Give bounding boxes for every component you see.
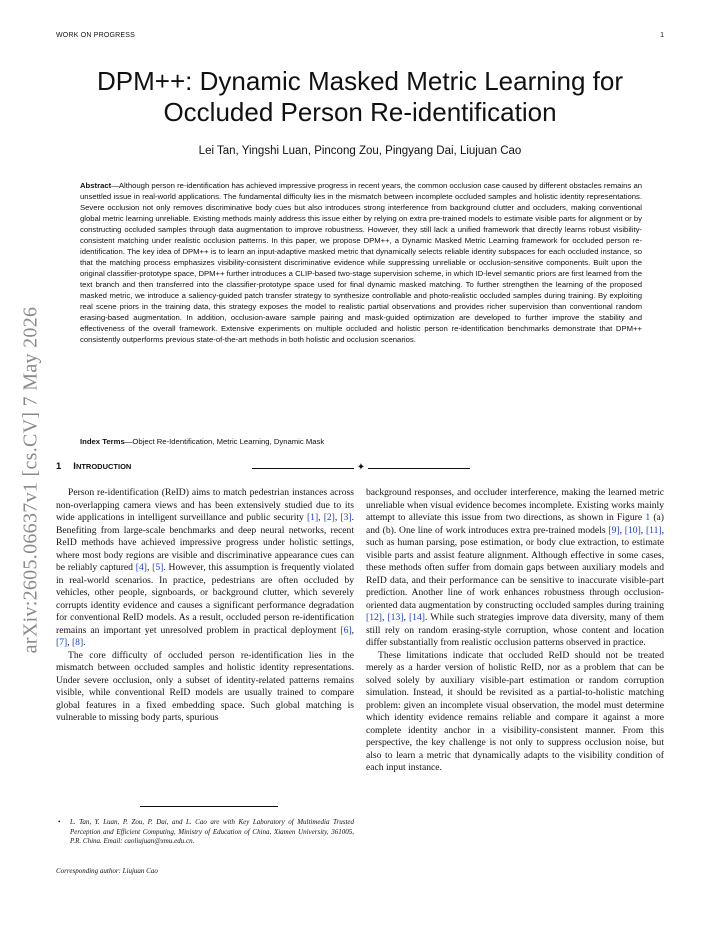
citation-link[interactable]: [14] <box>408 612 425 623</box>
text-run: . While such strategies improve data diversity, many of them still rely on random erasing-style corruption, whose content and location differ substantially from realistic occlusion patterns observed in practice. <box>366 612 665 648</box>
arxiv-stamp-text: arXiv:2605.06637v1 [cs.CV] 7 May 2026 <box>19 306 42 654</box>
citation-link[interactable]: [13] <box>387 612 404 623</box>
section-title-rest: NTRODUCTION <box>75 462 132 471</box>
title-line-1: DPM++: Dynamic Masked Metric Learning for <box>97 66 623 96</box>
abstract-label: Abstract <box>80 181 112 190</box>
author-list: Lei Tan, Yingshi Luan, Pincong Zou, Pingyang Dai, Liujuan Cao <box>198 145 522 157</box>
citation-link[interactable]: [2] <box>323 512 335 523</box>
page-number: 1 <box>660 32 664 39</box>
footnote-text: L. Tan, Y. Luan, P. Zou, P. Dai, and L. Cao are with Key Laboratory of Multimedia Trusted Perception and Efficient Computing, Ministry of Education of China, Xiamen University, 361005, P.R. China. Email: caoliujuan@xmu.edu.cn. <box>70 818 354 845</box>
figure-link[interactable]: 1 <box>645 512 651 523</box>
running-head: WORK ON PROGRESS <box>56 32 136 39</box>
text-run: , such as human parsing, pose estimation, or body clue extraction, to estimate visible parts and assist feature alignment. Although effective in some cases, these methods often suffer from domain gaps between auxiliary models and ReID data, and their performance can be sensitive to inaccurate visible-part prediction. Another line of work enhances robustness through occlusion-oriented data augmentation by constructing occluded samples during training <box>366 524 665 611</box>
text-run: background responses, and occluder interference, making the learned metric unreliable when visual evidence becomes incomplete. Existing works mainly attempt to alleviate this issue from two directions, as shown in Figure <box>366 487 664 523</box>
index-terms-label: Index Terms <box>80 437 125 446</box>
text-run: . However, this assumption is frequently violated in real-world scenarios. In practice, pedestrians are often occluded by vehicles, other people, signboards, or background clutter, which severely corrupts identity evidence and causes a significant performance degradation for conventional ReID models. As a result, occluded person re-identification remains an important yet unresolved problem in practical deployment <box>56 562 355 636</box>
index-terms-text: —Object Re-Identification, Metric Learning, Dynamic Mask <box>124 437 325 446</box>
citation-link[interactable]: [7] <box>56 637 68 648</box>
abstract <box>80 180 642 345</box>
citation-link[interactable]: [5] <box>152 562 164 573</box>
citation-link[interactable]: [12] <box>366 612 382 623</box>
paper-title <box>56 66 664 128</box>
title-line-2: Occluded Person Re-identification <box>163 97 557 127</box>
citation-link[interactable]: [8] <box>71 637 84 648</box>
left-paragraph-1: Person re-identification (ReID) aims to match pedestrian instances across non-overlapping camera views and has been extensively studied due to its wide applications in intelligent surveillance and public security [1], [2], [3]. Benefiting from large-scale benchmarks and deep neural networks, recent ReID methods have achieved impressive progress under holistic settings, where most body regions are visible and discriminative appearance cues can be reliably captured [4], [5]. However, this assumption is frequently violated in real-world scenarios. In practice, pedestrians are often occluded by vehicles, other people, signboards, or background clutter, which severely corrupts identity evidence and causes a significant performance degradation for conventional ReID models. As a result, occluded person re-identification remains an important yet unresolved problem in practical deployment [6], [7], [8]. <box>56 487 355 648</box>
citation-link[interactable]: [1] <box>306 512 319 523</box>
affiliation-footnote <box>56 818 354 847</box>
citation-link[interactable]: [3] <box>340 512 352 523</box>
bullet-icon: • <box>58 818 61 826</box>
citation-link[interactable]: [9] <box>608 524 620 536</box>
right-paragraph-1: background responses, and occluder interference, making the learned metric unreliable when visual evidence becomes incomplete. Existing works mainly attempt to alleviate this issue from two directions, as shown in Figure 1 (a) and (b). One line of work introduces extra pre-trained models [9], [10], [11], such as human parsing, pose estimation, or body clue extraction, to estimate visible parts and assist feature alignment. Although effective in some cases, these methods often suffer from domain gaps between auxiliary models and ReID data, and their performance can be sensitive to inaccurate visible-part prediction. Another line of work enhances robustness through occlusion-oriented data augmentation by constructing occluded samples during training [12], [13], [14]. While such strategies improve data diversity, many of them still rely on random erasing-style corruption, whose content and location differ substantially from realistic occlusion patterns observed in practice. <box>366 487 665 648</box>
footnote-rule <box>140 806 278 807</box>
index-terms <box>80 436 642 447</box>
citation-link[interactable]: [10] <box>624 524 641 536</box>
right-paragraph-2: These limitations indicate that occluded ReID should not be treated merely as a harder version of holistic ReID, nor as a problem that can be solved solely by auxiliary visible-part estimation or random corruption simulation. Instead, it should be revisited as a partial-to-holistic matching problem: given an incomplete visual observation, the model must determine which identity evidence remains reliable and compare it against a more complete identity anchor in a visibility-consistent manner. From this perspective, the key challenge is not only to suppress occlusion noise, but also to learn a metric that dynamically adapts to the visibility condition of each input instance. <box>366 649 664 773</box>
divider-line-right <box>368 468 470 469</box>
divider-star-icon: ✦ <box>356 462 366 473</box>
section-number: 1 <box>56 461 62 472</box>
citation-link[interactable]: [6] <box>340 624 352 636</box>
right-column <box>366 487 664 775</box>
left-column <box>56 487 354 725</box>
divider-line-left <box>252 468 354 469</box>
section-divider <box>252 463 470 473</box>
abstract-text: —Although person re-identification has achieved impressive progress in recent years, the common occlusion case caused by different obstacles remains an unsettled issue in real-world applications. The fundamental difficulty lies in the mismatch between incomplete occluded samples and holistic identity representations. Severe occlusion not only removes discriminative body cues but also introduces strong interference from background clutter and occluders, making conventional global metric learning unreliable. Existing methods mainly address this issue either by relying on extra pre-trained models to estimate visible parts for alignment or by constructing occluded samples through data augmentation to improve robustness. However, they still lack a unified framework that directly learns robust visibility-consistent matching under realistic occlusion patterns. In this paper, we propose DPM++, a Dynamic Masked Metric Learning framework for occluded person re-identification. The key idea of DPM++ is to learn an input-adaptive masked metric that dynamically selects reliable identity subspaces for each occluded instance, so that the matching process emphasizes visibility-consistent discriminative evidence while suppressing unreliable or occlusion-sensitive components. Built upon the original classifier-prototype space, DPM++ further introduces a CLIP-based two-stage supervision scheme, in which ID-level semantic priors are first learned from the text branch and then transferred into the classifier-prototype space used for final dynamic masked matching. To further strengthen the learning of the proposed masked metric, we introduce a saliency-guided patch transfer strategy to synthesize controllable and photo-realistic occluded samples during training. By exploiting real scene priors in the training data, this strategy exposes the model to realistic partial observations and provides richer supervision than conventional random erasing-based augmentation. In addition, occlusion-aware sample pairing and mask-guided optimization are developed to further improve the stability and effectiveness of the overall framework. Extensive experiments on multiple occluded and holistic person re-identification benchmarks demonstrate that DPM++ consistently outperforms previous state-of-the-art methods in both holistic and occlusion scenarios. <box>80 181 642 344</box>
text-run: Person re-identification (ReID) aims to match pedestrian instances across non-overlapping camera views and has been extensively studied due to its wide applications in intelligent surveillance and public security <box>56 487 354 523</box>
arxiv-stamp <box>6 270 56 690</box>
corresponding-author: Corresponding author: Liujuan Cao <box>56 867 158 875</box>
text-run: . Benefiting from large-scale benchmarks and deep neural networks, recent ReID methods have achieved impressive progress under holistic settings, where most body regions are visible and discriminative appearance cues can be reliably captured <box>56 512 354 573</box>
section-heading <box>56 461 131 472</box>
text-run: (a) and (b). One line of work introduces extra pre-trained models <box>366 512 664 536</box>
left-paragraph-2: The core difficulty of occluded person re-identification lies in the mismatch between occluded samples and holistic identity representations. Under severe occlusion, only a subset of identity-related patterns remains visible, while conventional ReID models are usually trained to compare global features in a fixed embedding space. Such global matching is vulnerable to missing body parts, spurious <box>56 649 354 723</box>
citation-link[interactable]: [4] <box>135 562 147 573</box>
citation-link[interactable]: [11] <box>645 524 662 536</box>
section-title-initial: I <box>73 461 76 472</box>
